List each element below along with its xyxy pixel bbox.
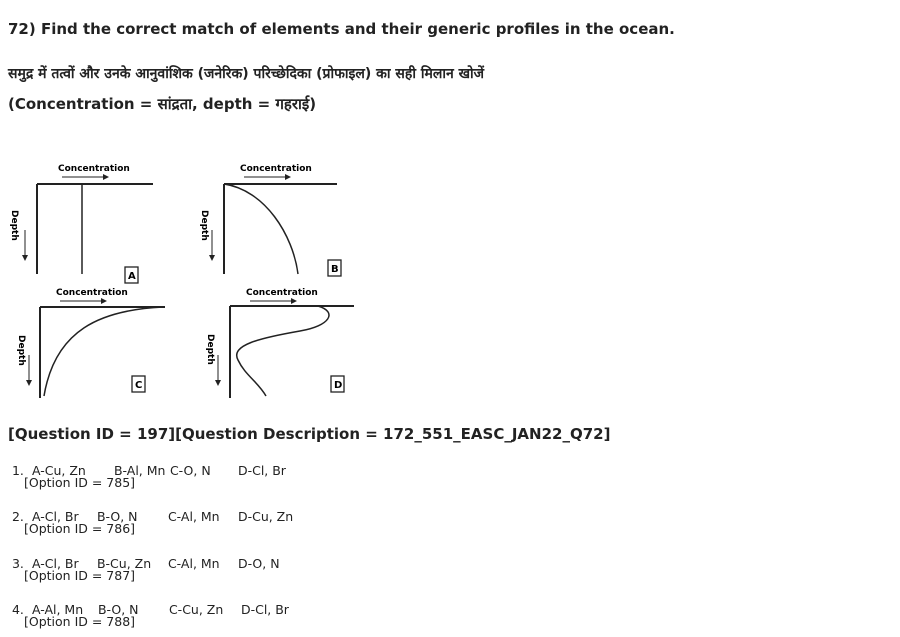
option-number: 4.: [11, 602, 24, 617]
option-c: C-Al, Mn: [167, 556, 220, 571]
option-a: A-Al, Mn: [31, 602, 84, 617]
option-1[interactable]: [4, 448, 286, 478]
panel-d: [205, 288, 354, 398]
question-title: 72) Find the correct match of elements and their generic profiles in the ocean.: [8, 20, 675, 38]
option-d: D-Cl, Br: [240, 602, 289, 617]
panel-a-label: A: [128, 271, 136, 282]
option-3[interactable]: [4, 541, 280, 571]
option-1-id: [Option ID = 785]: [24, 475, 136, 490]
option-c: C-Cu, Zn: [168, 602, 224, 617]
option-c: C-Al, Mn: [167, 509, 220, 524]
option-a: A-Cu, Zn: [31, 463, 86, 478]
option-a: A-Cl, Br: [31, 556, 79, 571]
option-d: D-O, N: [237, 556, 280, 571]
panel-a: [9, 164, 153, 283]
panel-b-label: B: [331, 264, 339, 275]
option-d: D-Cu, Zn: [237, 509, 294, 524]
option-2-id: [Option ID = 786]: [24, 521, 136, 536]
panel-c-xlabel: Concentration: [56, 288, 128, 298]
question-hindi: समुद्र में तत्वों और उनके आनुवांशिक (जनेरिक) परिच्छेदिका (प्रोफाइल) का सही मिलान खोजें: [8, 66, 485, 82]
option-4-id: [Option ID = 788]: [24, 614, 136, 629]
panel-c: [16, 288, 165, 398]
panel-d-label: D: [334, 380, 343, 391]
question-note: (Concentration = सांद्रता, depth = गहराई): [8, 95, 317, 113]
profiles-figure: [0, 150, 370, 405]
panel-b: [199, 164, 341, 276]
option-b: B-O, N: [96, 509, 138, 524]
option-b: B-Al, Mn: [113, 463, 166, 478]
option-c: C-O, N: [169, 463, 211, 478]
panel-b-ylabel: Depth: [199, 210, 209, 241]
option-number: 3.: [11, 556, 24, 571]
option-a: A-Cl, Br: [31, 509, 79, 524]
option-2[interactable]: [4, 494, 293, 524]
panel-c-ylabel: Depth: [16, 335, 26, 366]
option-number: 1.: [11, 463, 24, 478]
panel-d-xlabel: Concentration: [246, 288, 318, 298]
option-d: D-Cl, Br: [237, 463, 286, 478]
option-number: 2.: [11, 509, 24, 524]
panel-a-xlabel: Concentration: [58, 164, 130, 174]
panel-c-label: C: [135, 380, 143, 391]
question-id-line: [Question ID = 197][Question Description = 172_551_EASC_JAN22_Q72]: [8, 425, 611, 443]
option-4[interactable]: [4, 587, 289, 617]
panel-d-ylabel: Depth: [205, 334, 215, 365]
panel-b-xlabel: Concentration: [240, 164, 312, 174]
option-b: B-O, N: [97, 602, 139, 617]
option-3-id: [Option ID = 787]: [24, 568, 136, 583]
panel-a-ylabel: Depth: [9, 210, 19, 241]
option-b: B-Cu, Zn: [96, 556, 152, 571]
